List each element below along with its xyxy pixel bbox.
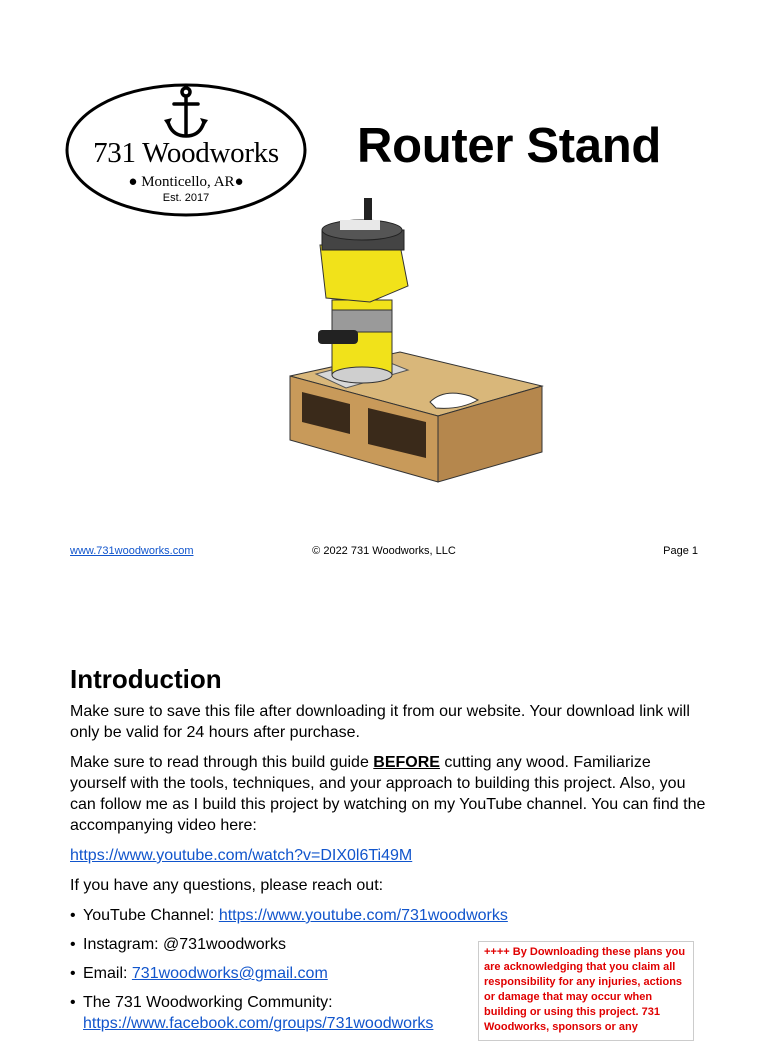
introduction-heading: Introduction bbox=[70, 664, 222, 694]
logo-name: 731 Woodworks bbox=[93, 137, 279, 169]
anchor-icon bbox=[168, 88, 204, 136]
list-item-email: • Email: 731woodworks@gmail.com bbox=[70, 965, 328, 982]
footer-copyright: © 2022 731 Woodworks, LLC bbox=[312, 545, 456, 557]
list-item-youtube: • YouTube Channel: https://www.youtube.com/731woodworks bbox=[70, 907, 508, 924]
page-title: Router Stand bbox=[357, 119, 662, 173]
intro-paragraph-2: Make sure to read through this build guide BEFORE cutting any wood. Familiarize yourself with the tools, techniques, and your approach to building this project. Also, you can follow me as I build this project by watching on my YouTube channel. You can find the accompanying video here: bbox=[70, 754, 706, 834]
footer-website-link[interactable]: www.731woodworks.com bbox=[70, 545, 194, 557]
footer-page-number: Page 1 bbox=[663, 545, 698, 557]
list-item-community: • The 731 Woodworking Community: https://www.facebook.com/groups/731woodworks bbox=[70, 994, 434, 1032]
video-link-paragraph bbox=[70, 845, 710, 866]
logo-established: Est. 2017 bbox=[162, 192, 210, 204]
email-link[interactable]: 731woodworks@gmail.com bbox=[131, 965, 328, 982]
logo bbox=[64, 82, 308, 218]
community-link[interactable]: https://www.facebook.com/groups/731woodworks bbox=[83, 1015, 434, 1032]
router-stand-illustration bbox=[280, 190, 550, 490]
questions-text: If you have any questions, please reach out: bbox=[70, 877, 384, 894]
before-emphasis: BEFORE bbox=[373, 754, 440, 771]
video-link[interactable]: https://www.youtube.com/watch?v=DIX0l6Ti49M bbox=[70, 847, 413, 864]
youtube-channel-link[interactable]: https://www.youtube.com/731woodworks bbox=[218, 907, 508, 924]
intro-paragraph-1: Make sure to save this file after downloading it from our website. Your download link will only be valid for 24 hours after purchase. bbox=[70, 703, 690, 741]
logo-location: ● Monticello, AR● bbox=[128, 174, 244, 190]
list-item-instagram: • Instagram: @731woodworks bbox=[70, 936, 286, 953]
disclaimer-box: ++++ By Downloading these plans you are acknowledging that you claim all responsibility for any injuries, actions or damage that may occur when building or using this project. 731 Woodworks, sponsors or any bbox=[478, 941, 694, 1041]
